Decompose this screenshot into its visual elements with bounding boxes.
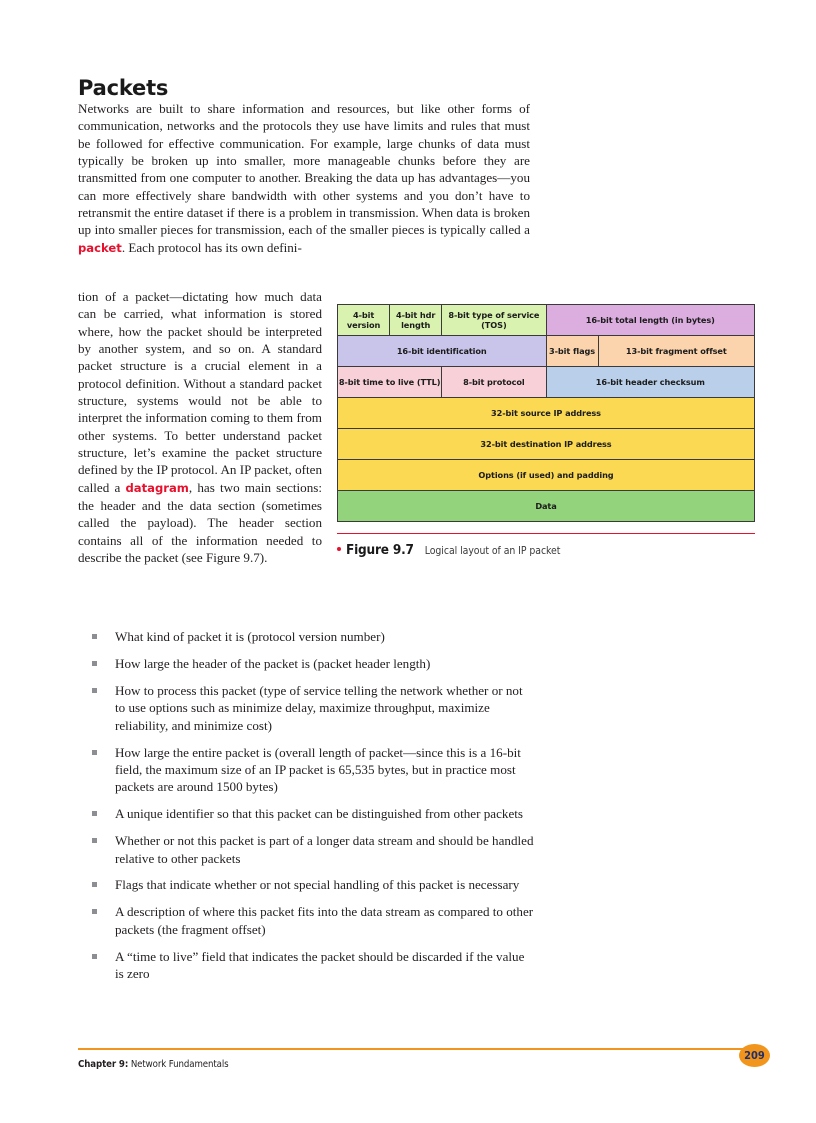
term-datagram: datagram (125, 480, 189, 495)
intro-narrow-part-1: tion of a packet—dictating how much data can be carried, what information is stored where, how the packet should be interpreted by another system, and so on. A standard packet structure is a crucial element in a protocol definition. Without a standard packet structure, systems would not be able to interpret the information coming to them from other systems. To better understand packet structure, let’s examine the packet structure defined by the IP protocol. An IP packet, often called a (78, 289, 322, 495)
diagram-field: 8-bit protocol (442, 367, 546, 398)
list-item-text: How large the entire packet is (overall length of packet—since this is a 16-bit field, the maximum size of an IP packet is 65,535 bytes, but in practice most packets are around 1500 bytes) (115, 744, 521, 795)
intro-text-part-1: Networks are built to share information and resources, but like other forms of communication, networks and the protocols they use have limits and rules that must be followed for effective communication. For example, large chunks of data must typically be broken up into smaller, more manageable chunks before they are transmitted from one computer to another. Breaking the data up has advantages—you can more effectively share bandwidth with other systems and you don’t have to retransmit the entire dataset if there is a problem in transmission. When data is broken up into smaller pieces for transmission, each of the smaller pieces is typically called a (78, 101, 530, 238)
list-item (92, 682, 534, 734)
page-number-value: 209 (744, 1049, 765, 1062)
list-item (92, 655, 534, 672)
intro-paragraph-wide (78, 100, 530, 257)
diagram-field: 4-bit hdr length (390, 305, 442, 336)
square-bullet-icon (92, 909, 97, 914)
footer-chapter-number: Chapter 9: (78, 1059, 129, 1070)
list-item-text: What kind of packet it is (protocol version number) (115, 629, 385, 644)
list-item-text: How large the header of the packet is (packet header length) (115, 655, 431, 671)
footer-chapter-label (78, 1059, 229, 1070)
diagram-row (338, 429, 755, 460)
list-item-text: How to process this packet (type of service telling the network whether or not to use options such as minimize delay, maximize throughput, maximize reliability, and minimize cost) (115, 682, 523, 733)
diagram-body (338, 305, 755, 522)
diagram-field: 16-bit total length (in bytes) (546, 305, 755, 336)
intro-paragraph-narrow (78, 288, 322, 567)
diagram-field: 4-bit version (338, 305, 390, 336)
list-item-text: A “time to live” field that indicates the packet should be discarded if the value is zero (115, 948, 525, 982)
diagram-row (338, 491, 755, 522)
square-bullet-icon (92, 811, 97, 816)
diagram-field: 32-bit source IP address (338, 398, 755, 429)
diagram-field: 3-bit flags (546, 336, 598, 367)
footer-chapter-title: Network Fundamentals (128, 1059, 229, 1070)
list-item (92, 876, 534, 893)
diagram-row (338, 398, 755, 429)
square-bullet-icon (92, 634, 97, 639)
diagram-field: 32-bit destination IP address (338, 429, 755, 460)
term-packet: packet (78, 240, 122, 255)
diagram-row (338, 336, 755, 367)
square-bullet-icon (92, 882, 97, 887)
list-item (92, 744, 534, 796)
diagram-field: 8-bit time to live (TTL) (338, 367, 442, 398)
diagram-field: 16-bit header checksum (546, 367, 755, 398)
figure-caption (337, 542, 755, 558)
list-item (92, 628, 534, 645)
diagram-row (338, 460, 755, 491)
diagram-field: Options (if used) and padding (338, 460, 755, 491)
figure-divider-rule (337, 533, 755, 534)
intro-narrow-part-2: , has two main sections: the header and the data section (sometimes called the payload). The header section contains all of the information needed to describe the packet (see Figure 9.7). (78, 479, 322, 566)
list-item (92, 805, 534, 822)
figure-9-7 (337, 304, 755, 558)
list-item (92, 948, 534, 983)
square-bullet-icon (92, 954, 97, 959)
diagram-row (338, 305, 755, 336)
diagram-row (338, 367, 755, 398)
square-bullet-icon (92, 688, 97, 693)
list-item (92, 832, 534, 867)
ip-packet-diagram (337, 304, 755, 522)
packet-header-feature-list (92, 628, 534, 992)
list-item-text: Flags that indicate whether or not special handling of this packet is necessary (115, 877, 520, 893)
list-item (92, 903, 534, 938)
diagram-field: Data (338, 491, 755, 522)
square-bullet-icon (92, 750, 97, 755)
diagram-field: 13-bit fragment offset (598, 336, 754, 367)
list-item-text: A unique identifier so that this packet can be distinguished from other packets (115, 806, 523, 822)
footer-rule (78, 1048, 750, 1050)
square-bullet-icon (92, 838, 97, 843)
square-bullet-icon (92, 661, 97, 666)
page-title: Packets (78, 76, 169, 101)
list-item-text: Whether or not this packet is part of a longer data stream and should be handled relative to other packets (115, 833, 534, 866)
list-item-text: A description of where this packet fits into the data stream as compared to other packets (the fragment offset) (115, 904, 534, 937)
bullet-dot-icon (337, 547, 341, 551)
intro-text-part-2: . Each protocol has its own defini- (121, 239, 302, 255)
diagram-field: 16-bit identification (338, 336, 547, 367)
diagram-field: 8-bit type of service (TOS) (442, 305, 546, 336)
figure-label: Figure 9.7 (346, 542, 414, 558)
figure-caption-text: Logical layout of an IP packet (424, 545, 561, 557)
page-number-badge (739, 1044, 770, 1067)
